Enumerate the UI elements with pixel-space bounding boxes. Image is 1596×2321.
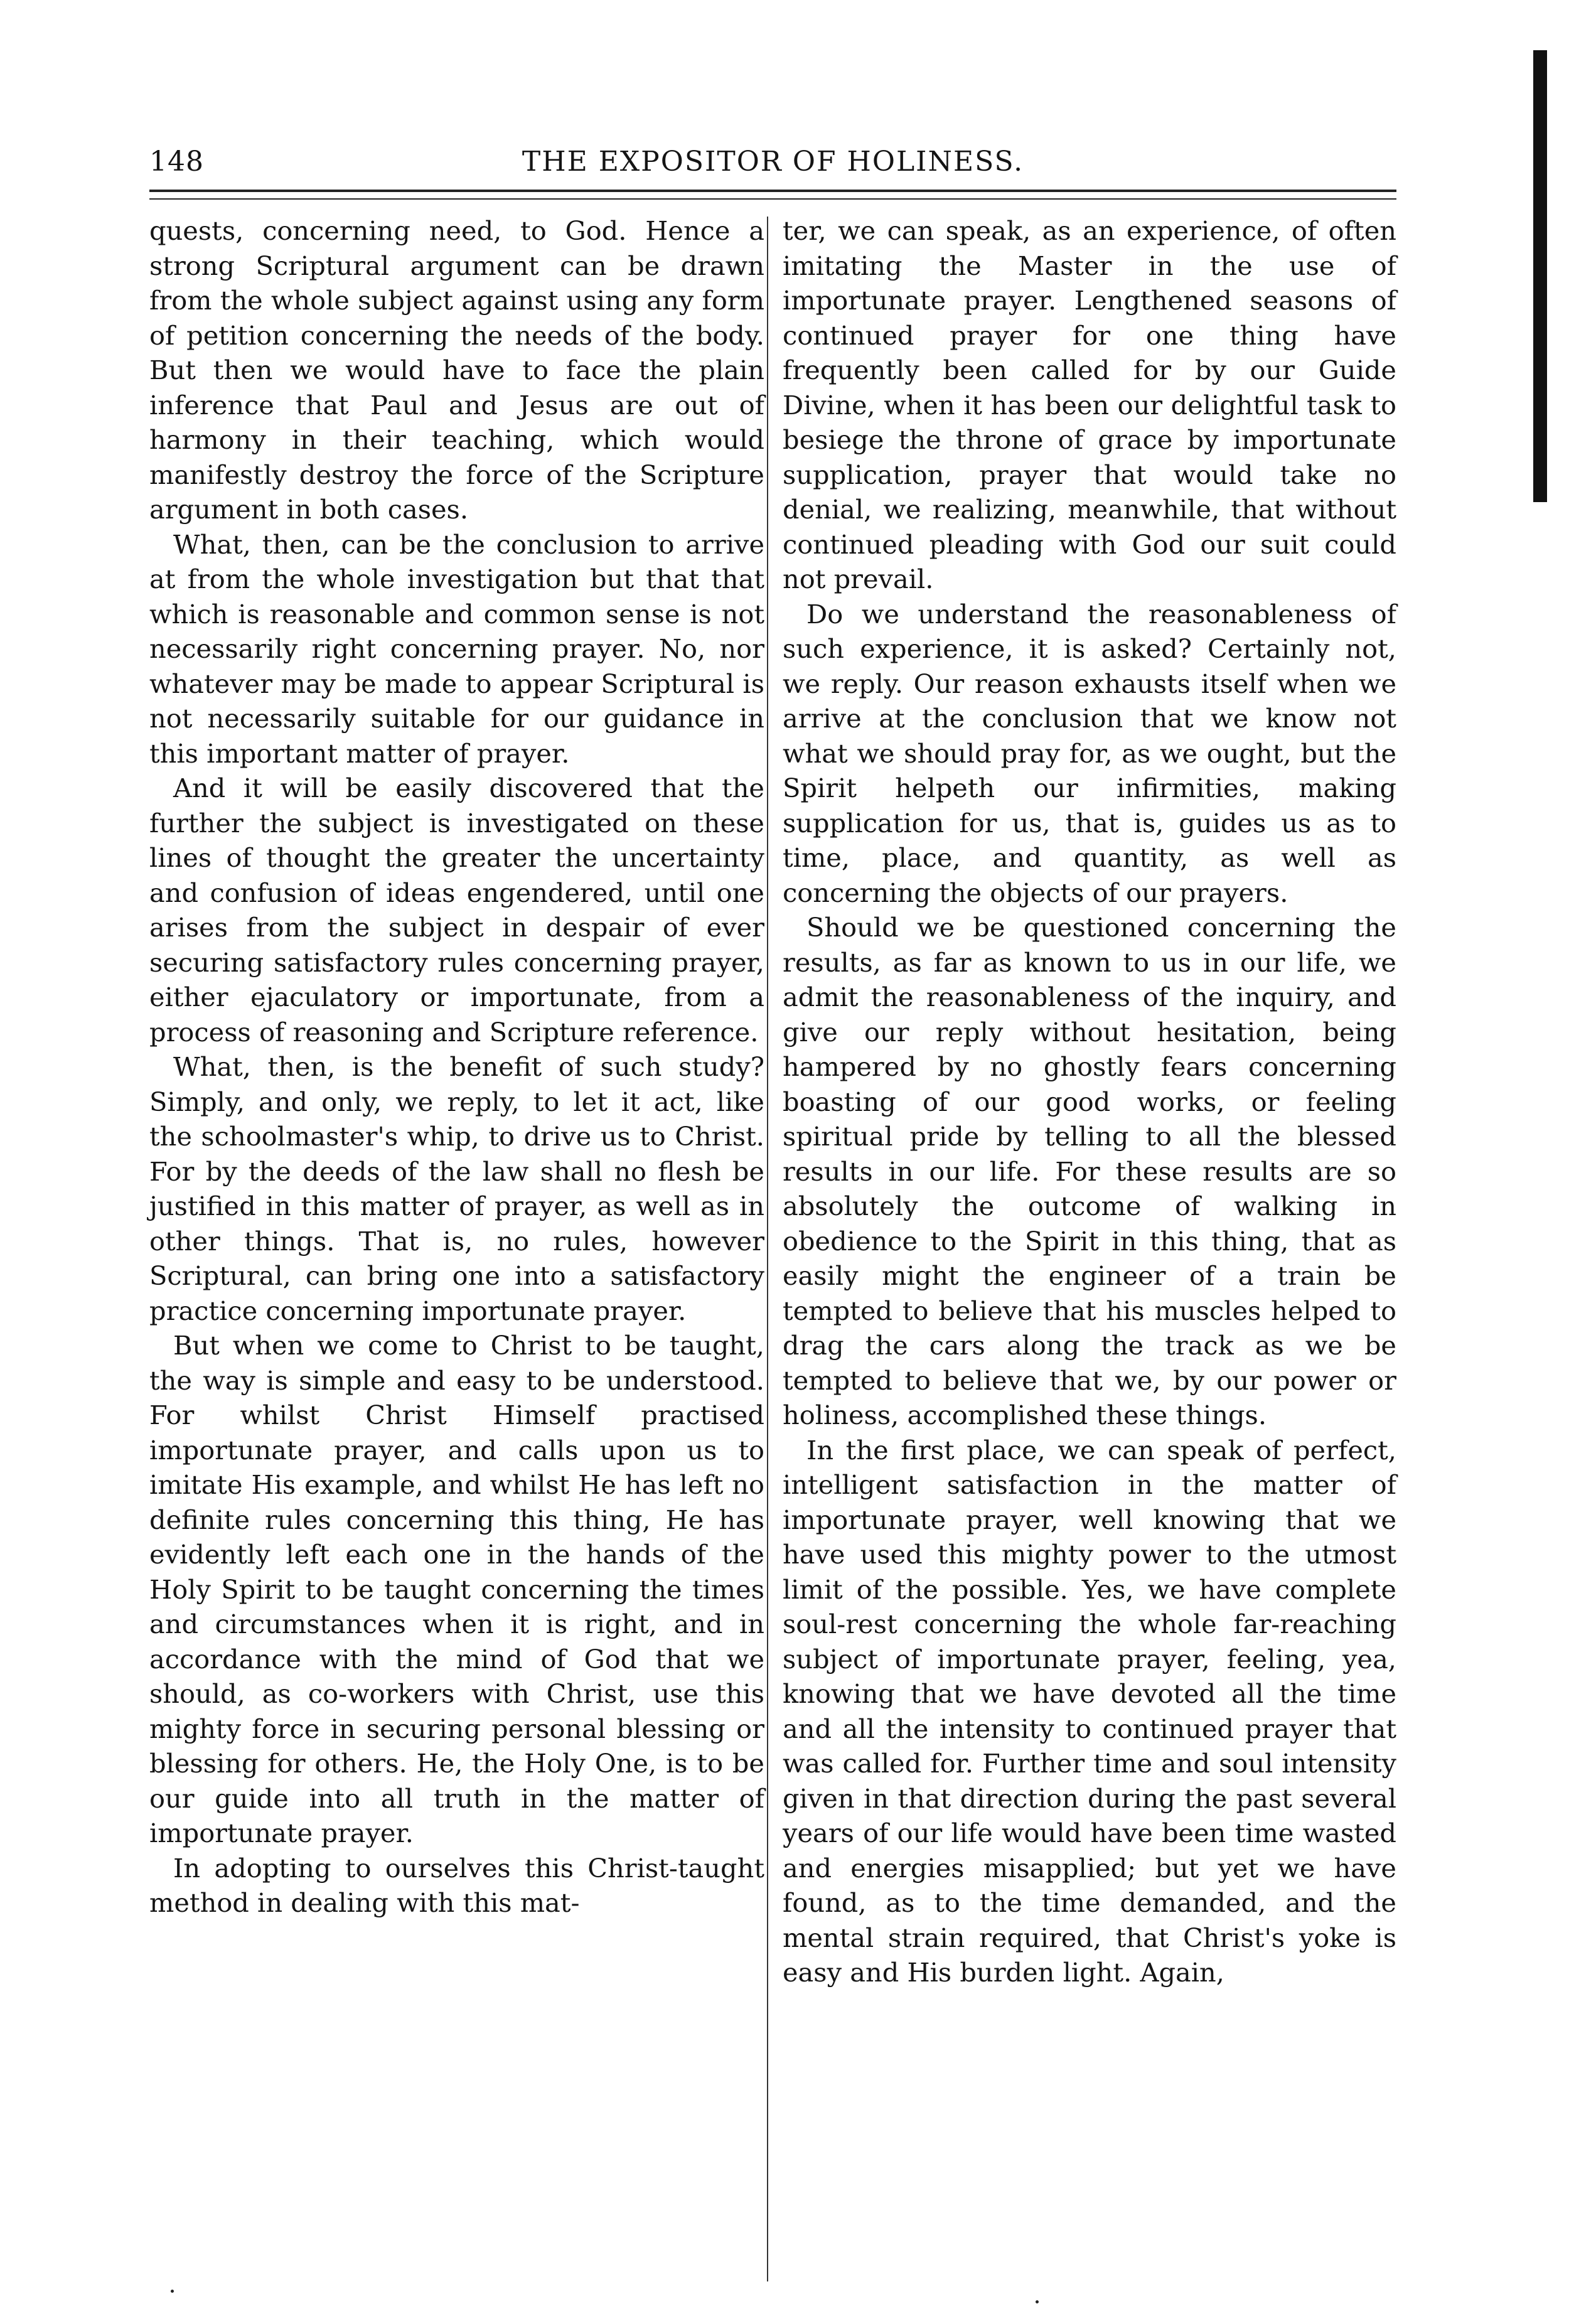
scan-edge-bar bbox=[1533, 50, 1547, 502]
right-column bbox=[783, 213, 1396, 1990]
paragraph: In the first place, we can speak of perfect, intelligent satisfaction in the matter of importunate prayer, well knowing that we have used this mighty power to the utmost limit of the possible. Yes, we have complete soul-rest concerning the whole far-reaching subject of importunate prayer, feeling, yea, knowing that we have devoted all the time and all the intensity to continued prayer that was called for. Further time and soul intensity given in that direction during the past several years of our life would have been time wasted and energies misapplied; but yet we have found, as to the time demanded, and the mental strain required, that Christ's yoke is easy and His burden light. Again, bbox=[783, 1434, 1396, 1988]
page-number: 148 bbox=[149, 146, 204, 178]
column-divider bbox=[767, 217, 768, 2281]
paragraph: In adopting to ourselves this Christ-taught method in dealing with this mat- bbox=[149, 1852, 764, 1918]
header-rule-thin bbox=[149, 198, 1396, 200]
paragraph: Should we be questioned concerning the results, as far as known to us in our life, we admit the reasonableness of the inquiry, and give our reply without hesitation, being hampered by no ghostly fears concerning boasting of our good works, or feeling spiritual pride by telling to all the blessed results in our life. For these results are so absolutely the outcome of walking in obedience to the Spirit in this thing, that as easily might the engineer of a train be tempted to believe that his muscles helped to drag the cars along the track as we be tempted to believe that we, by our power or holiness, accomplished these things. bbox=[783, 912, 1396, 1430]
paragraph: quests, concerning need, to God. Hence a strong Scriptural argument can be drawn from the whole subject against using any form of petition concerning the needs of the body. But then we would have to face the plain inference that Paul and Jesus are out of harmony in their teaching, which would manifestly destroy the force of the Scripture argument in both cases. bbox=[149, 215, 764, 525]
paragraph: And it will be easily discovered that the further the subject is investigated on these lines of thought the greater the uncertainty and confusion of ideas engendered, until one arises from the subject in despair of ever securing satisfactory rules concerning prayer, either ejaculatory or importunate, from a process of reasoning and Scripture reference. bbox=[149, 773, 764, 1048]
paragraph: What, then, can be the conclusion to arrive at from the whole investigation but that that which is reasonable and common sense is not necessarily right concerning prayer. No, nor whatever may be made to appear Scriptural is not necessarily suitable for our guidance in this important matter of prayer. bbox=[149, 528, 764, 769]
paragraph: But when we come to Christ to be taught, the way is simple and easy to be understood. For whilst Christ Himself practised importunate prayer, and calls upon us to imitate His example, and whilst He has left no definite rules concerning this thing, He has evidently left each one in the hands of the Holy Spirit to be taught concerning the times and circumstances when it is right, and in accordance with the mind of God that we should, as co-workers with Christ, use this mighty force in securing personal blessing or blessing for others. He, the Holy One, is to be our guide into all truth in the matter of importunate prayer. bbox=[149, 1330, 764, 1848]
header-rule bbox=[149, 190, 1396, 192]
paragraph: ter, we can speak, as an experience, of often imitating the Master in the use of importunate prayer. Lengthened seasons of continued prayer for one thing have frequently been called for by our Guide Divine, when it has been our delightful task to besiege the throne of grace by importunate supplication, prayer that would take no denial, we realizing, meanwhile, that without continued pleading with God our suit could not prevail. bbox=[783, 215, 1396, 594]
paragraph: Do we understand the reasonableness of such experience, it is asked? Certainly not, we reply. Our reason exhausts itself when we arrive at the conclusion that we know not what we should pray for, as we ought, but the Spirit helpeth our infirmities, making supplication for us, that is, guides us as to time, place, and quantity, as well as concerning the objects of our prayers. bbox=[783, 598, 1396, 908]
print-speck bbox=[171, 2290, 174, 2293]
running-title: THE EXPOSITOR OF HOLINESS. bbox=[522, 146, 1024, 178]
page-header bbox=[149, 143, 1396, 181]
paragraph: What, then, is the benefit of such study? Simply, and only, we reply, to let it act, like the schoolmaster's whip, to drive us to Christ. For by the deeds of the law shall no flesh be justified in this matter of prayer, as well as in other things. That is, no rules, however Scriptural, can bring one into a satisfactory practice concerning importunate prayer. bbox=[149, 1051, 764, 1326]
left-column bbox=[149, 213, 764, 1921]
print-speck bbox=[1036, 2300, 1039, 2303]
